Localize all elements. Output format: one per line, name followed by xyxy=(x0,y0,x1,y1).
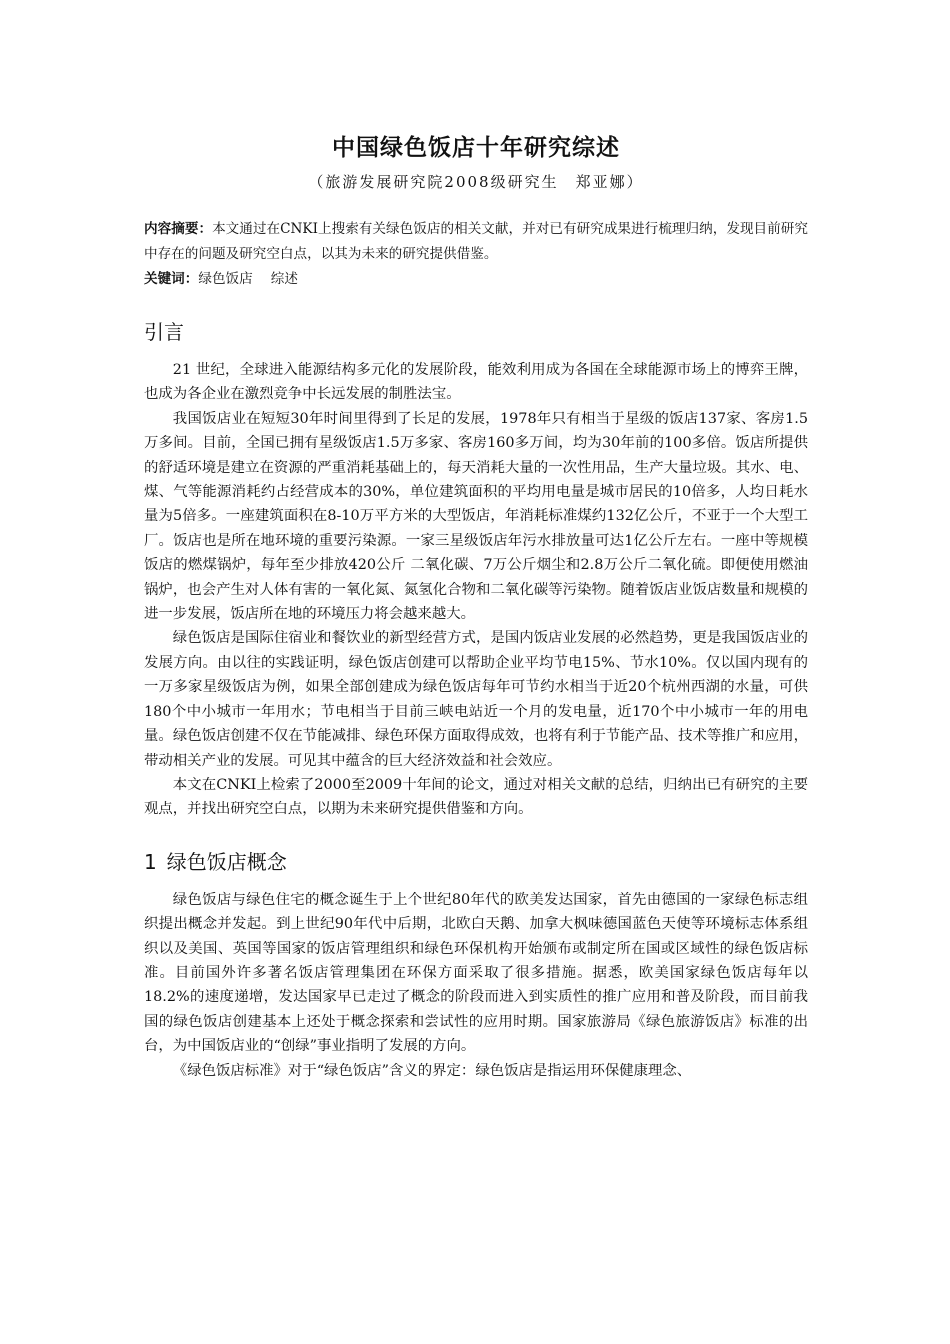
paragraph: 绿色饭店与绿色住宅的概念诞生于上个世纪80年代的欧美发达国家，首先由德国的一家绿色标志组织提出概念并发起。到上世纪90年代中后期，北欧白天鹅、加拿大枫味德国蓝色天使等环境标志体系组织以及美国、英国等国家的饭店管理组织和绿色环保机构开始颁布或制定所在国或区域性的绿色饭店标准。目前国外许多著名饭店管理集团在环保方面采取了很多措施。据悉，欧美国家绿色饭店每年以18.2%的速度递增，发达国家早已走过了概念的阶段而进入到实质性的推广应用和普及阶段，而目前我国的绿色饭店创建基本上还处于概念探索和尝试性的应用时期。国家旅游局《绿色旅游饭店》标准的出台，为中国饭店业的“创绿”事业指明了发展的方向。 xyxy=(144,891,808,1055)
keyword: 绿色饭店 xyxy=(198,271,253,287)
section-number: 1 xyxy=(144,849,157,874)
paragraph: 我国饭店业在短短30年时间里得到了长足的发展，1978年只有相当于星级的饭店137家、客房1.5万多间。目前，全国已拥有星级饭店1.5万多家、客房160多万间，均为30年前的100多倍。饭店所提供的舒适环境是建立在资源的严重消耗基础上的，每天消耗大量的一次性用品，生产大量垃圾。其水、电、煤、气等能源消耗约占经营成本的30%，单位建筑面积的平均用电量是城市居民的10倍多，人均日耗水量为5倍多。一座建筑面积在8-10万平方米的大型饭店，年消耗标准煤约132亿公斤，不亚于一个大型工厂。饭店也是所在地环境的重要污染源。一家三星级饭店年污水排放量可达1亿公斤左右。一座中等规模饭店的燃煤锅炉，每年至少排放420公斤 二氧化碳、7万公斤烟尘和2.8万公斤二氧化硫。即便使用燃油锅炉，也会产生对人体有害的一氧化氮、氮氢化合物和二氧化碳等污染物。随着饭店业饭店数量和规模的进一步发展，饭店所在地的环境压力将会越来越大。 xyxy=(144,410,808,623)
keywords xyxy=(144,267,808,292)
section-heading-green-hotel-concept xyxy=(144,848,808,876)
abstract-text: 本文通过在CNKI上搜索有关绿色饭店的相关文献，并对已有研究成果进行梳理归纳，发现目前研究中存在的问题及研究空白点，以其为未来的研究提供借鉴。 xyxy=(144,221,808,262)
paragraph: 绿色饭店是国际住宿业和餐饮业的新型经营方式，是国内饭店业发展的必然趋势，更是我国饭店业的发展方向。由以往的实践证明，绿色饭店创建可以帮助企业平均节电15%、节水10%。仅以国内现有的一万多家星级饭店为例，如果全部创建成为绿色饭店每年可节约水相当于近20个杭州西湖的水量，可供180个中小城市一年用水；节电相当于目前三峡电站近一个月的发电量，近170个中小城市一年的用电量。绿色饭店创建不仅在节能减排、绿色环保方面取得成效，也将有利于节能产品、技术等推广和应用，带动相关产业的发展。可见其中蕴含的巨大经济效益和社会效应。 xyxy=(144,630,808,769)
paragraph: 本文在CNKI上检索了2000至2009十年间的论文，通过对相关文献的总结，归纳出已有研究的主要观点，并找出研究空白点，以期为未来研究提供借鉴和方向。 xyxy=(144,776,808,818)
section-title: 绿色饭店概念 xyxy=(166,849,287,874)
author-line: （旅游发展研究院2008级研究生 郑亚娜） xyxy=(308,173,644,191)
keywords-label: 关键词： xyxy=(144,271,199,287)
document-body xyxy=(144,132,808,1083)
paragraph: 《绿色饭店标准》对于“绿色饭店”含义的界定：绿色饭店是指运用环保健康理念、 xyxy=(172,1062,692,1079)
paragraph: 21 世纪，全球进入能源结构多元化的发展阶段，能效利用成为各国在全球能源市场上的博弈王牌，也成为各企业在激烈竞争中长远发展的制胜法宝。 xyxy=(144,362,808,403)
abstract-label: 内容摘要： xyxy=(144,221,213,237)
document-title: 中国绿色饭店十年研究综述 xyxy=(332,135,620,161)
keyword: 综述 xyxy=(270,271,298,287)
section-heading-introduction: 引言 xyxy=(144,320,184,344)
abstract xyxy=(144,217,808,267)
